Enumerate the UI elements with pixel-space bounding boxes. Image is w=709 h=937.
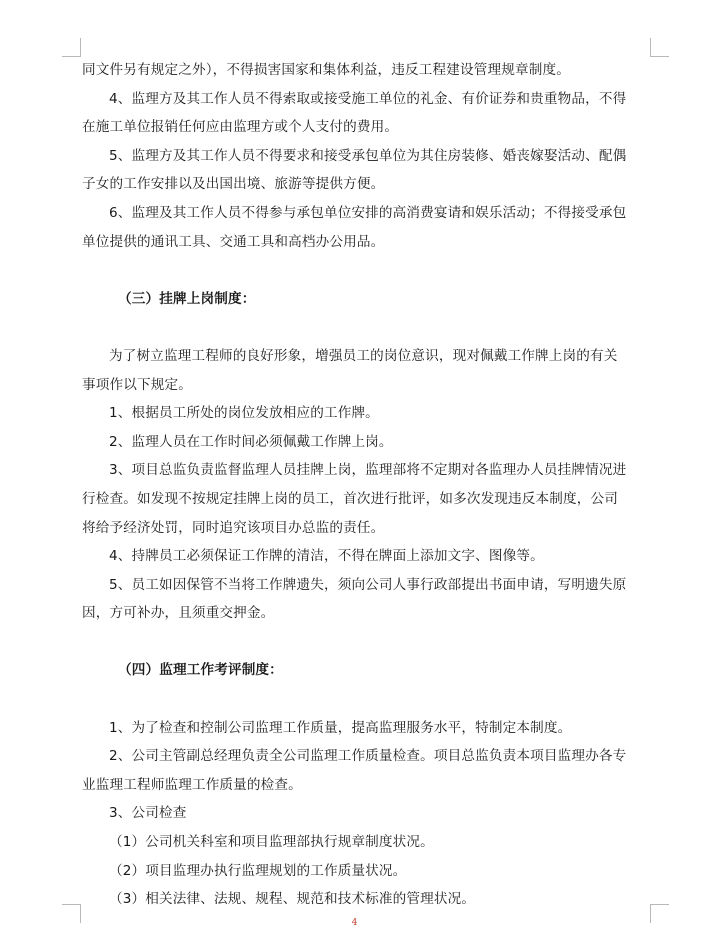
page-number: 4	[351, 918, 358, 928]
document-body	[82, 56, 650, 914]
paragraph-line: 2、公司主管副总经理负责全公司监理工作质量检查。项目总监负责本项目监理办各专	[109, 748, 627, 765]
paragraph-line: 3、项目总监负责监督监理人员挂牌上岗，监理部将不定期对各监理办人员挂牌情况进	[109, 462, 627, 479]
paragraph-line: 2、监理人员在工作时间必须佩戴工作牌上岗。	[109, 433, 393, 450]
paragraph-line: 单位提供的通讯工具、交通工具和高档办公用品。	[82, 233, 385, 250]
paragraph-line: 4、持牌员工必须保证工作牌的清洁，不得在牌面上添加文字、图像等。	[109, 548, 544, 565]
paragraph-line: 业监理工程师监理工作质量的检查。	[82, 776, 302, 793]
paragraph-line: 同文件另有规定之外），不得损害国家和集体利益，违反工程建设管理规章制度。	[82, 62, 570, 78]
paragraph-line: 行检查。如发现不按规定挂牌上岗的员工，首次进行批评，如多次发现违反本制度，公司	[82, 490, 619, 507]
spacer	[82, 628, 650, 657]
section-heading: （三）挂牌上岗制度：	[118, 290, 256, 307]
paragraph-line: 1、为了检查和控制公司监理工作质量，提高监理服务水平，特制定本制度。	[109, 719, 572, 736]
paragraph-line: 在施工单位报销任何应由监理方或个人支付的费用。	[82, 119, 399, 136]
paragraph-line: （2）项目监理办执行监理规划的工作质量状况。	[109, 862, 407, 879]
crop-mark-top-left	[62, 38, 81, 57]
paragraph-line: 5、员工如因保管不当将工作牌遗失，须向公司人事行政部提出书面申请，写明遗失原	[109, 576, 627, 593]
paragraph-line: 3、公司检查	[109, 805, 187, 822]
paragraph-line: 4、监理方及其工作人员不得索取或接受施工单位的礼金、有价证券和贵重物品，不得	[109, 90, 627, 107]
paragraph-line: 1、根据员工所处的岗位发放相应的工作牌。	[109, 405, 379, 422]
paragraph-line: 为了树立监理工程师的良好形象，增强员工的岗位意识，现对佩戴工作牌上岗的有关	[109, 347, 618, 364]
spacer	[82, 313, 650, 342]
paragraph-line: （3）相关法律、法规、规程、规范和技术标准的管理状况。	[109, 891, 476, 908]
paragraph-line: 事项作以下规定。	[82, 376, 192, 393]
paragraph-line: （1）公司机关科室和项目监理部执行规章制度状况。	[109, 834, 434, 851]
paragraph-line: 因，方可补办，且须重交押金。	[82, 605, 275, 622]
spacer	[82, 685, 650, 714]
paragraph-line: 5、监理方及其工作人员不得要求和接受承包单位为其住房装修、婚丧嫁娶活动、配偶	[109, 147, 627, 164]
crop-mark-top-right	[650, 38, 669, 57]
paragraph-line: 将给予经济处罚，同时追究该项目办总监的责任。	[82, 519, 385, 536]
section-heading: （四）监理工作考评制度：	[118, 662, 283, 679]
paragraph-line: 6、监理及其工作人员不得参与承包单位安排的高消费宴请和娱乐活动；不得接受承包	[109, 204, 627, 221]
spacer	[82, 256, 650, 285]
paragraph-line: 子女的工作安排以及出国出境、旅游等提供方便。	[82, 176, 385, 193]
